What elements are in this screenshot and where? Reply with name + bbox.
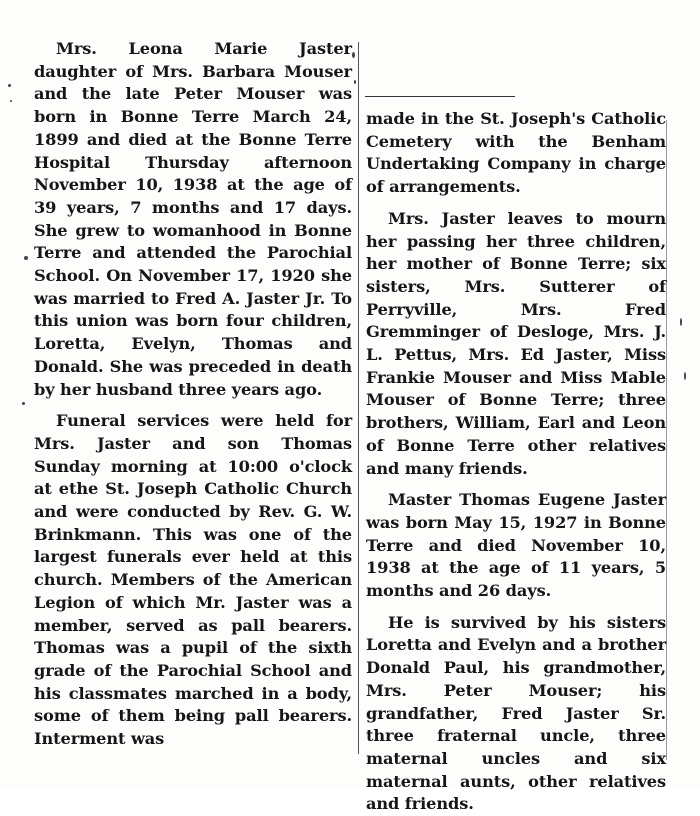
print-speck bbox=[680, 318, 682, 326]
right-edge-divider bbox=[666, 120, 667, 760]
print-speck bbox=[10, 100, 12, 102]
survivors-paragraph: Mrs. Jaster leaves to mourn her passing her three children, her mother of Bonne Terre; six sisters, Mrs. Sutterer of Perryville, Mrs. Fred Gremminger of Desloge, Mrs. J. L. Pettus, Mrs. Ed Jaster, Miss Frankie Mouser and Miss Mable Mouser of Bonne Terre; three brothers, William, Earl and Leon of Bonne Terre other relatives and many friends. bbox=[366, 208, 666, 478]
left-column bbox=[34, 38, 352, 751]
funeral-paragraph: Funeral services were held for Mrs. Jaster and son Thomas Sunday morning at 10:00 o'clock at ethe St. Joseph Catholic Church and were conducted by Rev. G. W. Brinkmann. This was one of the largest funerals ever held at this church. Members of the American Legion of which Mr. Jaster was a member, served as pall bearers. Thomas was a pupil of the sixth grade of the Parochial School and his classmates marched in a body, some of them being pall bearers. Interment was bbox=[34, 411, 352, 749]
print-speck bbox=[24, 256, 28, 260]
right-column bbox=[366, 108, 666, 816]
print-speck bbox=[354, 80, 356, 84]
son-survivors-paragraph: He is survived by his sisters Loretta and Evelyn and a brother Donald Paul, his grandmother, Mrs. Peter Mouser; his grandfather, Fred Jaster Sr. three fraternal uncle, three maternal uncles and six maternal aunts, other relatives and friends. bbox=[366, 612, 666, 814]
obituary-paragraph: Mrs. Leona Marie Jaster daughter of Mrs. Barbara Mouser and the late Peter Mouser was born in Bonne Terre March 24, 1899 and died at the Bonne Terre Hospital Thursday afternoon November 10, 1938 at the age of 39 years, 7 months and 17 days. She grew to womanhood in Bonne Terre and attended the Parochial School. On November 17, 1920 she was married to Fred A. Jaster Jr. To this union was born four children, Loretta, Evelyn, Thomas and Donald. She was preceded in death by her husband three years ago. bbox=[34, 39, 352, 399]
print-speck bbox=[352, 52, 355, 58]
son-obituary-paragraph: Master Thomas Eugene Jaster was born May 15, 1927 in Bonne Terre and died November 10, 1938 at the age of 11 years, 5 months and 26 days. bbox=[366, 490, 666, 601]
print-speck bbox=[8, 84, 11, 87]
column-divider bbox=[358, 42, 359, 754]
section-rule bbox=[365, 96, 515, 97]
interment-paragraph: made in the St. Joseph's Catholic Cemetery with the Benham Undertaking Company in charge of arrangements. bbox=[366, 109, 666, 197]
print-speck bbox=[22, 402, 25, 405]
print-speck bbox=[684, 372, 686, 380]
